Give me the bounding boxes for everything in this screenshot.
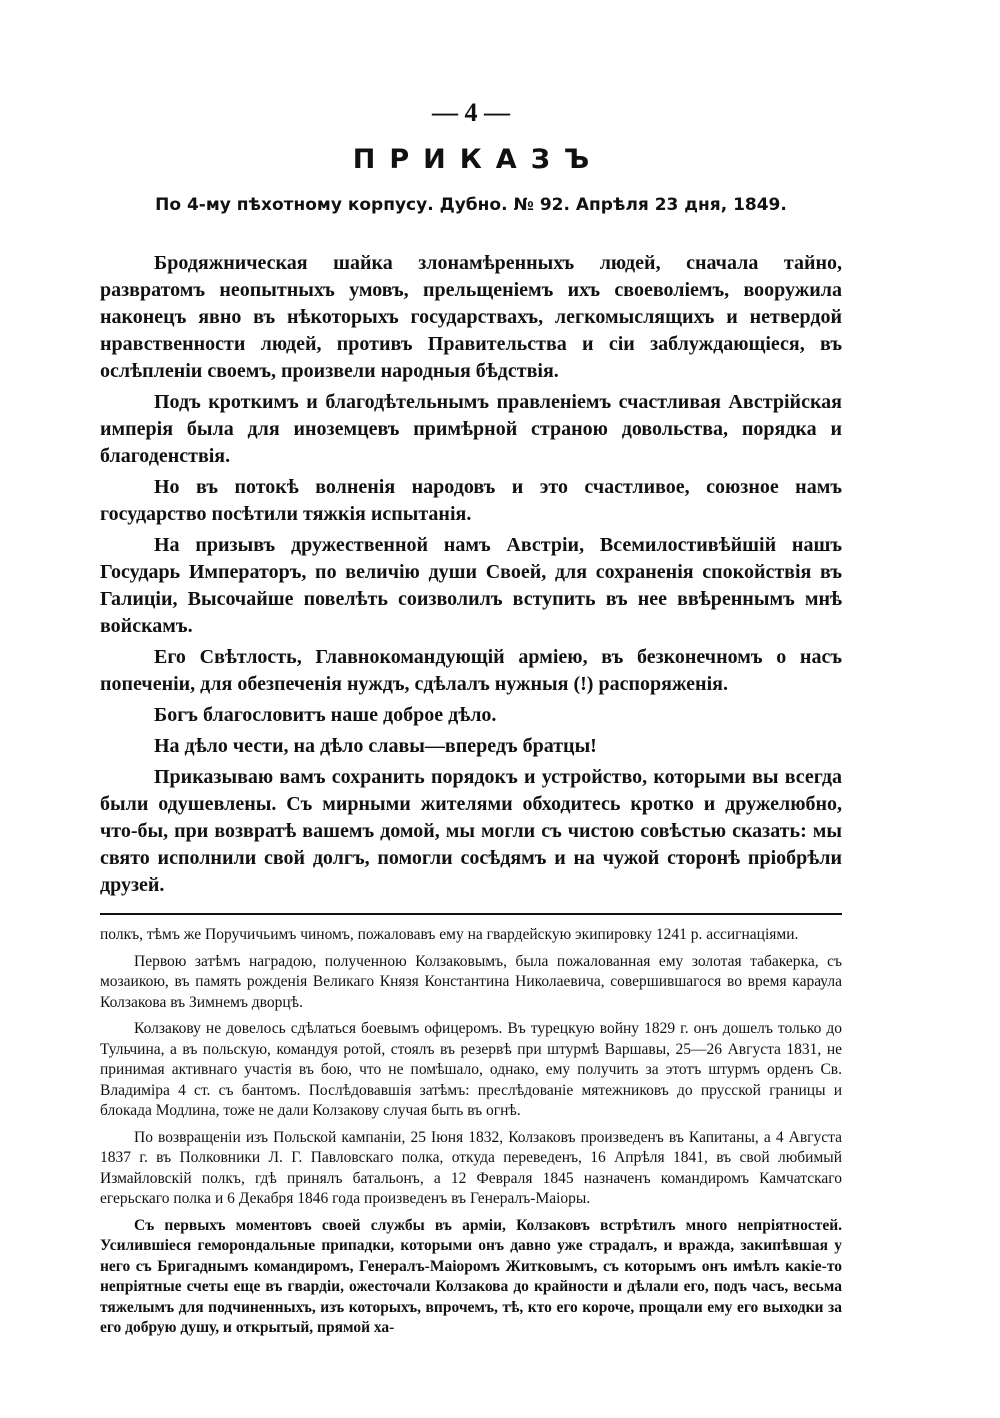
body-paragraph: Приказываю вамъ сохранить порядокъ и устройство, которыми вы всегда были одушевлены. Съ мирными жителями обходитесь кротко и дружелюбно, что-бы, при возвратѣ вашемъ домой, мы могли съ чистою совѣстью сказать: мы свято исполнили свой долгъ, помогли сосѣдямъ и на чужой сторонѣ пріобрѣли друзей. (100, 766, 842, 896)
footnote-paragraph: Первою затѣмъ наградою, полученною Колзаковымъ, была пожалованная ему золотая табакерка, съ мозаикою, въ память рожденія Великаго Князя Константина Николаевича, совершившагося во время караула Колзакова въ Зимнемъ дворцѣ. (100, 952, 842, 1011)
body-paragraph: На призывъ дружественной намъ Австріи, Всемилостивѣйшій нашъ Государь Императоръ, по величію души Своей, для сохраненія спокойствія въ Галиціи, Высочайше повелѣть соизволилъ вступить въ нее ввѣреннымъ мнѣ войскамъ. (100, 534, 842, 637)
footnote-paragraph: Съ первыхъ моментовъ своей службы въ арміи, Колзаковъ встрѣтилъ много непріятностей. Усилившіеся геморондальные припадки, которыми онъ давно уже страдалъ, и вражда, закипѣвшая у него съ Бригаднымъ командиромъ, Генералъ-Маіоромъ Житковымъ, съ которымъ онъ имѣлъ какіе-то непріятные счеты еще въ гвардіи, ожесточали Колзакова до крайности и дѣлали его, подъ часъ, весьма тяжелымъ для подчиненныхъ, изъ которыхъ, впрочемъ, тѣ, кто его короче, прощали ему его выходки за его добрую душу, и открытый, прямой ха- (100, 1216, 842, 1336)
order-subtitle: По 4-му пѣхотному корпусу. Дубно. № 92. Апрѣля 23 дня, 1849. (155, 195, 787, 215)
body-paragraph: Богъ благословитъ наше доброе дѣло. (154, 704, 497, 726)
document-page (100, 96, 842, 1386)
order-body (100, 250, 842, 899)
footnotes (100, 925, 842, 1339)
page-number: — 4 — (432, 98, 510, 127)
body-paragraph: Его Свѣтлость, Главнокомандующій арміею, въ безконечномъ о насъ попеченіи, для обезпеченія нуждъ, сдѣлалъ нужныя (!) распоряженія. (100, 646, 842, 695)
page-title: ПРИКАЗЪ (352, 144, 604, 175)
footnote-paragraph: Колзакову не довелось сдѣлаться боевымъ офицеромъ. Въ турецкую войну 1829 г. онъ дошелъ только до Тульчина, а въ польскую, командуя ротой, стоялъ въ резервѣ при штурмѣ Варшавы, 25—26 Августа 1831, не принимая активнаго участія въ бою, что не помѣшало, однако, ему получить за этотъ штурмъ орденъ Св. Владиміра 4 ст. съ бантомъ. Послѣдовавшія затѣмъ: преслѣдованіе мятежниковъ до прусской границы и блокада Модлина, тоже не дали Колзакову случая быть въ огнѣ. (100, 1020, 842, 1119)
body-paragraph: Подъ кроткимъ и благодѣтельнымъ правленіемъ счастливая Австрійская имперія была для иноземцевъ примѣрной страною довольства, порядка и благоденствія. (100, 391, 842, 467)
body-paragraph: Бродяжническая шайка злонамѣренныхъ людей, сначала тайно, развратомъ неопытныхъ умовъ, прельщеніемъ ихъ своеволіемъ, вооружила наконецъ явно въ нѣкоторыхъ государствахъ, легкомыслящихъ и нетвердой нравственности людей, противъ Правительства и сіи заблуждающіеся, въ ослѣпленіи своемъ, произвели народныя бѣдствія. (100, 252, 842, 382)
body-paragraph: Но въ потокѣ волненія народовъ и это счастливое, союзное намъ государство посѣтили тяжкія испытанія. (100, 476, 842, 525)
footnote-paragraph: полкъ, тѣмъ же Поручичьимъ чиномъ, пожаловавъ ему на гвардейскую экипировку 1241 р. ассигнаціями. (100, 926, 799, 943)
footnote-divider (100, 913, 842, 915)
footnote-paragraph: По возвращеніи изъ Польской кампаніи, 25 Іюня 1832, Колзаковъ произведенъ въ Капитаны, а 4 Августа 1837 г. въ Полковники Л. Г. Павловскаго полка, откуда переведенъ, 16 Апрѣля 1841, въ свой любимый Измайловскій полкъ, гдѣ принялъ батальонъ, а 12 Февраля 1845 назначенъ командиромъ Камчатскаго егерьскаго полка и 6 Декабря 1846 года произведенъ въ Генералъ-Маіоры. (100, 1128, 842, 1207)
body-paragraph: На дѣло чести, на дѣло славы—впередъ братцы! (154, 735, 597, 757)
